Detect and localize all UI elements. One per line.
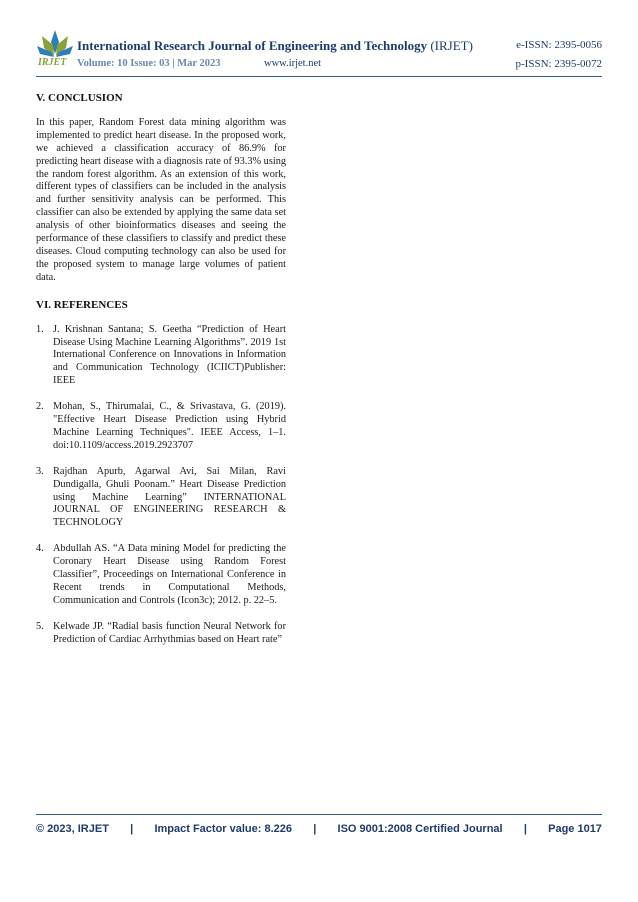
reference-item bbox=[36, 466, 286, 531]
volume-issue: Volume: 10 Issue: 03 | Mar 2023 bbox=[77, 58, 221, 69]
reference-number: 3. bbox=[36, 465, 44, 477]
header-divider bbox=[36, 76, 602, 77]
footer-page-number: Page 1017 bbox=[548, 823, 602, 835]
reference-number: 5. bbox=[36, 620, 44, 632]
reference-text: J. Krishnan Santana; S. Geetha “Prediction of Heart Disease Using Machine Learning Algorithms”. 2019 1st International Conference on Innovations in Information and Communication Technology (ICIICT)Publisher: IEEE bbox=[53, 323, 286, 387]
eissn: e-ISSN: 2395-0056 bbox=[516, 39, 602, 51]
journal-title: International Research Journal of Engineering and Technology bbox=[77, 38, 428, 53]
footer-separator: | bbox=[130, 823, 134, 835]
reference-text: Abdullah AS. “A Data mining Model for predicting the Coronary Heart Disease using Random Forest Classifier”, Proceedings on International Conference in Recent trends in Computational Methods, Communication and Controls (Icon3c); 2012. p. 22–5. bbox=[53, 543, 286, 606]
footer-divider bbox=[36, 814, 602, 815]
footer-impact-factor: Impact Factor value: 8.226 bbox=[154, 823, 292, 835]
main-column bbox=[36, 92, 286, 660]
reference-number: 2. bbox=[36, 401, 44, 413]
reference-item bbox=[36, 324, 286, 389]
footer-separator: | bbox=[313, 823, 317, 835]
pissn: p-ISSN: 2395-0072 bbox=[515, 58, 602, 70]
website-link[interactable]: www.irjet.net bbox=[264, 58, 322, 69]
journal-name bbox=[77, 38, 473, 54]
reference-item bbox=[36, 621, 286, 647]
reference-text: Kelwade JP. “Radial basis function Neural Network for Prediction of Cardiac Arrhythmias based on Heart rate” bbox=[53, 620, 286, 645]
footer-separator: | bbox=[523, 823, 527, 835]
footer-iso: ISO 9001:2008 Certified Journal bbox=[337, 823, 503, 835]
reference-number: 1. bbox=[36, 323, 44, 335]
journal-abbr: (IRJET) bbox=[430, 38, 473, 53]
footer-copyright: © 2023, IRJET bbox=[36, 823, 109, 835]
reference-text: Rajdhan Apurb, Agarwal Avi, Sai Milan, Ravi Dundigalla, Ghuli Poonam.” Heart Disease Prediction using Machine Learning” INTERNATIONAL JOURNAL OF ENGINEERING RESEARCH & TECHNOLOGY bbox=[53, 465, 286, 529]
references-heading: VI. REFERENCES bbox=[36, 298, 128, 311]
reference-item bbox=[36, 401, 286, 453]
reference-text: Mohan, S., Thirumalai, C., & Srivastava, G. (2019). "Effective Heart Disease Prediction using Hybrid Machine Learning Techniques". IEEE Access, 1–1. doi:10.1109/access.2019.2923707 bbox=[53, 401, 286, 451]
conclusion-heading: V. CONCLUSION bbox=[36, 92, 123, 104]
logo-text: IRJET bbox=[38, 57, 67, 68]
reference-number: 4. bbox=[36, 543, 44, 555]
reference-list bbox=[36, 324, 286, 647]
page-footer bbox=[36, 823, 602, 835]
conclusion-paragraph: In this paper, Random Forest data mining algorithm was implemented to predict heart disease. In the proposed work, we achieved a classification accuracy of 86.9% for predicting heart disease with a diagnosis rate of 93.3% using the random forest algorithm. As an extension of this work, different types of classifiers can be included in the analysis and further sensitivity analysis can be performed. This classifier can also be extended by applying the same data set analysis of other bioinformatics diseases and seeing the performance of these classifiers to classify and predict these diseases. Cloud computing technology can also be used for the proposed system to manage large volumes of patient data. bbox=[36, 116, 286, 283]
reference-item bbox=[36, 543, 286, 608]
page-header bbox=[36, 28, 602, 74]
